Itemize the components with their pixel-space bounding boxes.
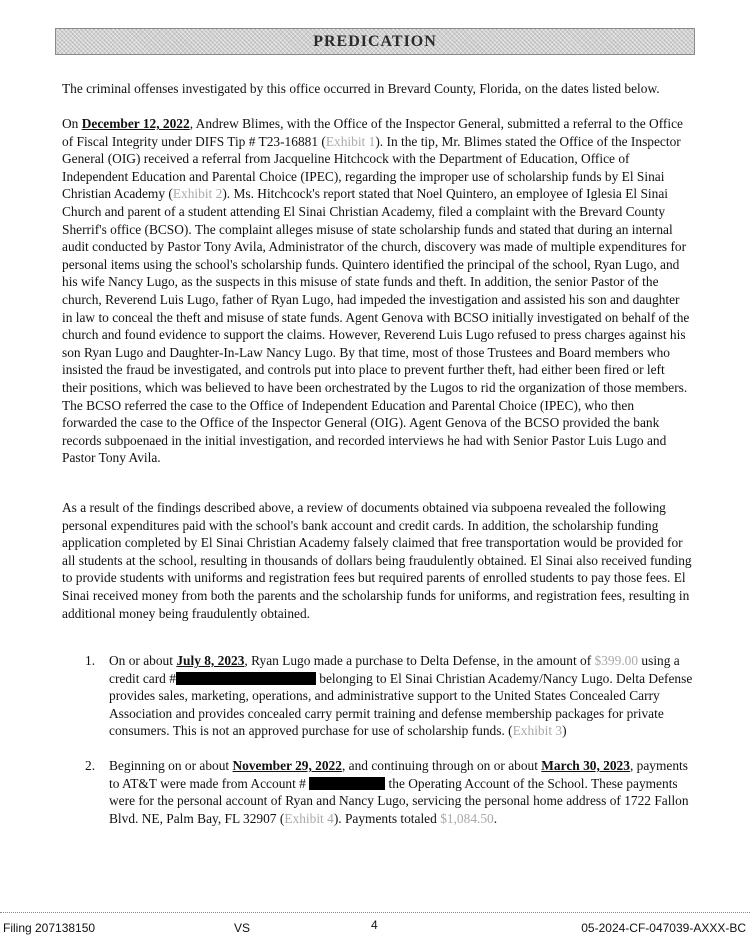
expenditure-list xyxy=(85,652,695,844)
text-run: belonging to El Sinai Christian Academy/Nancy Lugo. Delta Defense provides sales, marketing, operations, and administrative support to the United States Concealed Carry Association and provides concealed carry permit training and defense membership packages for private consumers. This is not an approved purchase for use of scholarship funds. ( xyxy=(109,670,693,739)
amount: $399.00 xyxy=(594,653,639,668)
list-item xyxy=(85,652,695,740)
text-run: , Andrew Blimes, with the Office of the Inspector General, submitted a referral to the Office of Fiscal Integrity under DIFS Tip # T23-16881 ( xyxy=(62,116,683,149)
text-run: ) xyxy=(562,723,567,739)
amount: $1,084.50 xyxy=(440,810,494,826)
section-banner xyxy=(55,28,695,55)
exhibit-reference: Exhibit 2 xyxy=(172,186,223,202)
filing-number: Filing 207138150 xyxy=(3,921,96,935)
text-run: On xyxy=(62,116,82,131)
filing-footer xyxy=(0,917,750,937)
text-run: . xyxy=(493,810,498,826)
text-run: , and continuing through on or about xyxy=(341,757,542,773)
text-run: using a credit card # xyxy=(109,653,680,686)
redaction-bar xyxy=(309,777,385,790)
text-run: ). Ms. Hitchcock's report stated that Noel Quintero, an employee of Iglesia El Sinai Church and parent of a student attending El Sinai Christian Academy, filed a complaint with the Brevard County Sherrif's office (BCSO). The complaint alleges misuse of state scholarship funds and stated that during an internal audit conducted by Pastor Tony Avila, Administrator of the church, discovery was made of multiple expenditures for personal items using the school's scholarship funds. Quintero identified the principal of the school, Ryan Lugo, and his wife Nancy Lugo, as the suspects in this misuse of state funds and theft. In addition, the senior Pastor of the church, Reverend Luis Lugo, father of Ryan Lugo, had impeded the investigation and assisted his son and daughter in law to conceal the theft and misuse of state funds. Agent Genova with BCSO initially investigated on behalf of the church and found evidence to support the claims. However, Reverend Luis Lugo refused to press charges against his son Ryan Lugo and Daughter-In-Law Nancy Lugo. By that time, most of those Trustees and Board members who insisted the fraud be investigated, and controls put into place to prevent further theft, had either been fired or left their positions, which was believed to have been orchestrated by the Lugos to rid the organization of those members. The BCSO referred the case to the Office of Independent Education and Parental Choice (IPEC), who then forwarded the case to the Office of the Inspector General (OIG). Agent Genova of the BCSO provided the bank records subpoenaed in the initial investigation, and recorded interviews he had with Senior Pastor Luis Lugo and Pastor Tony Avila. xyxy=(62,186,690,466)
section-heading: PREDICATION xyxy=(313,32,437,50)
date-underlined: November 29, 2022 xyxy=(232,757,342,773)
text-run: ). Payments totaled xyxy=(333,810,441,826)
item-number: 1. xyxy=(85,653,96,668)
text-run: On or about xyxy=(109,653,177,668)
page-number: 4 xyxy=(371,918,378,932)
text-run: , payments to AT&T were made from Account # xyxy=(109,757,688,791)
text-run: Beginning on or about xyxy=(109,757,233,773)
text-run: the Operating Account of the School. These payments were for the personal account of Ryan and Nancy Lugo, servicing the personal home address of 1722 Fallon Blvd. NE, Palm Bay, FL 32907 ( xyxy=(109,775,689,826)
exhibit-reference: Exhibit 1 xyxy=(325,133,376,149)
paragraph-referral xyxy=(62,115,692,467)
footer-divider xyxy=(0,912,750,913)
redaction-bar xyxy=(176,672,316,685)
exhibit-reference: Exhibit 3 xyxy=(512,723,563,739)
paragraph-intro: The criminal offenses investigated by this office occurred in Brevard County, Florida, on the dates listed below. xyxy=(62,81,660,96)
case-number: 05-2024-CF-047039-AXXX-BC xyxy=(581,921,746,935)
text-run: ). In the tip, Mr. Blimes stated the Office of the Inspector General (OIG) received a referral from Jacqueline Hitchcock with the Department of Education, Office of Independent Education and Parental Choice (IPEC), regarding the improper use of scholarship funds by El Sinai Christian Academy ( xyxy=(62,133,681,202)
footer-vs: VS xyxy=(234,921,251,935)
date-underlined: December 12, 2022 xyxy=(81,116,190,131)
date-underlined: March 30, 2023 xyxy=(541,757,630,773)
item-number: 2. xyxy=(85,757,96,773)
paragraph-findings: As a result of the findings described above, a review of documents obtained via subpoena revealed the following personal expenditures paid with the school's bank account and credit cards. In addition, the scholarship funding application completed by El Sinai Christian Academy falsely claimed that free transportation would be provided for all students at the school, resulting in thousands of dollars being fraudulently obtained. El Sinai also received funding to provide students with uniforms and registration fees but required parents of enrolled students to pay those fees. El Sinai received money from both the parents and the scholarship funds for uniforms, and registration fees, resulting in additional money being fraudulently obtained. xyxy=(62,500,692,621)
date-underlined: July 8, 2023 xyxy=(176,653,245,668)
text-run: , Ryan Lugo made a purchase to Delta Defense, in the amount of xyxy=(244,653,595,668)
exhibit-reference: Exhibit 4 xyxy=(284,810,334,826)
list-item xyxy=(85,757,695,827)
